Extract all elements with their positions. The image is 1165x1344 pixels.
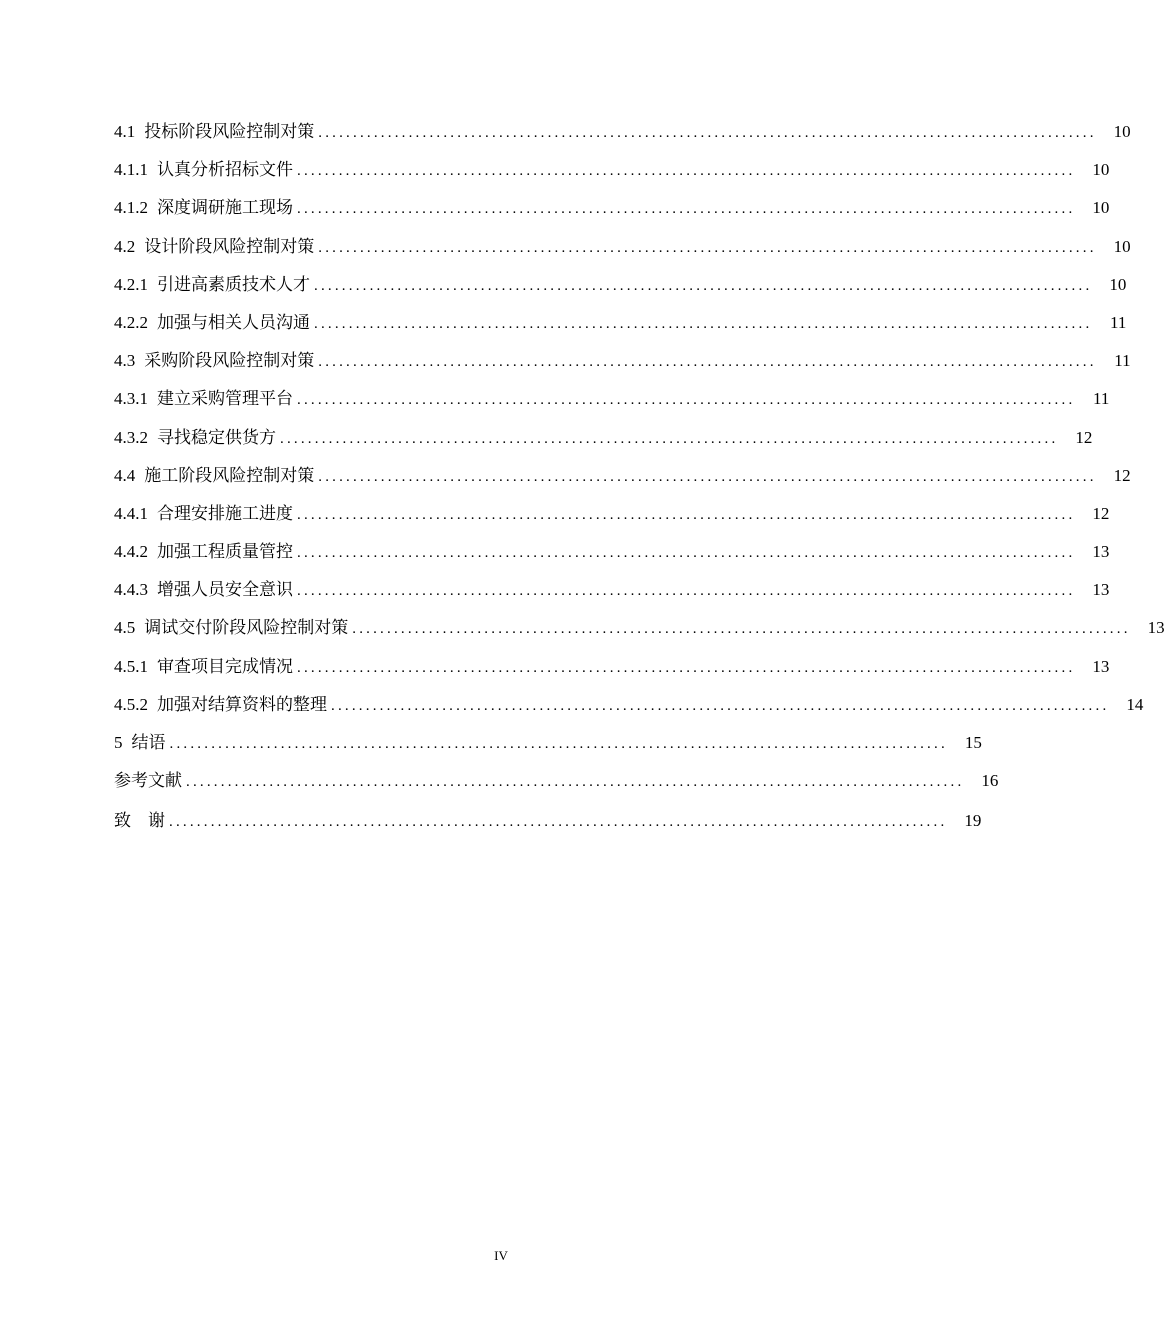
toc-entry-page: 13 bbox=[1147, 618, 1165, 638]
toc-entry-title: 投标阶段风险控制对策 bbox=[144, 122, 315, 141]
toc-entry-number: 4.2.2 bbox=[114, 312, 148, 332]
toc-entry-title: 加强对结算资料的整理 bbox=[157, 694, 327, 714]
toc-entry-title: 深度调研施工现场 bbox=[157, 198, 293, 218]
toc-entry-number: 5 bbox=[114, 733, 123, 752]
toc-leader-dots: ................................................................................................................ bbox=[318, 239, 1097, 256]
toc-entry-4-2[interactable] bbox=[114, 232, 1131, 270]
toc-entry-page: 12 bbox=[1113, 465, 1131, 485]
toc-entry-title: 增强人员安全意识 bbox=[157, 580, 293, 600]
toc-entry-4-4-1[interactable] bbox=[114, 499, 1110, 537]
toc-entry-page: 11 bbox=[1114, 351, 1131, 371]
toc-entry-title: 审查项目完成情况 bbox=[157, 656, 293, 676]
toc-entry-title: 调试交付阶段风险控制对策 bbox=[144, 618, 349, 638]
toc-entry-4-4-3[interactable] bbox=[114, 575, 1110, 613]
toc-entry-title: 建立采购管理平台 bbox=[157, 389, 293, 409]
toc-entry-number: 4.1 bbox=[114, 122, 136, 141]
toc-leader-dots: ................................................................................................................ bbox=[331, 697, 1110, 714]
toc-entry-title: 引进高素质技术人才 bbox=[157, 274, 310, 294]
toc-entry-page: 13 bbox=[1092, 656, 1110, 676]
toc-entry-title: 致 谢 bbox=[114, 811, 165, 831]
toc-entry-4-1-2[interactable] bbox=[114, 193, 1110, 231]
toc-entry-title: 设计阶段风险控制对策 bbox=[144, 236, 315, 256]
toc-entry-4-4-2[interactable] bbox=[114, 537, 1110, 575]
toc-entry-page: 10 bbox=[1109, 274, 1127, 294]
toc-entry-page: 10 bbox=[1092, 160, 1110, 180]
toc-entry-number: 4.2 bbox=[114, 236, 136, 256]
toc-leader-dots: ................................................................................................................ bbox=[297, 163, 1076, 180]
toc-leader-dots: ................................................................................................................ bbox=[297, 545, 1076, 562]
toc-entry-number: 4.4.1 bbox=[114, 503, 148, 523]
toc-entry-page: 16 bbox=[981, 771, 999, 791]
toc-entry-page: 10 bbox=[1113, 122, 1131, 141]
toc-entry-number: 4.3.1 bbox=[114, 389, 148, 409]
toc-entry-acknowledgements[interactable] bbox=[114, 806, 982, 846]
toc-leader-dots: ................................................................................................................ bbox=[297, 201, 1076, 218]
toc-entry-number: 4.2.1 bbox=[114, 274, 148, 294]
toc-leader-dots: ................................................................................................................ bbox=[318, 468, 1097, 485]
toc-leader-dots: ................................................................................................................ bbox=[280, 430, 1059, 447]
toc-entry-4-1-1[interactable] bbox=[114, 155, 1110, 193]
toc-entry-title: 加强工程质量管控 bbox=[157, 542, 293, 562]
toc-entry-number: 4.5 bbox=[114, 618, 136, 638]
page-number: IV bbox=[494, 1248, 508, 1263]
toc-entry-page: 13 bbox=[1092, 580, 1110, 600]
toc-leader-dots: ................................................................................................................ bbox=[186, 774, 965, 791]
toc-entry-4-3-2[interactable] bbox=[114, 423, 1093, 461]
toc-entry-page: 12 bbox=[1092, 503, 1110, 523]
toc-leader-dots: ................................................................................................................ bbox=[169, 736, 948, 752]
toc-leader-dots: ................................................................................................................ bbox=[314, 277, 1093, 294]
toc-entry-4-5-1[interactable] bbox=[114, 652, 1110, 690]
toc-entry-title: 寻找稳定供货方 bbox=[157, 427, 276, 447]
toc-entry-number: 4.3.2 bbox=[114, 427, 148, 447]
toc-leader-dots: ................................................................................................................ bbox=[297, 659, 1076, 676]
toc-entry-page: 15 bbox=[964, 733, 982, 752]
toc-entry-title: 认真分析招标文件 bbox=[157, 160, 293, 180]
toc-entry-title: 施工阶段风险控制对策 bbox=[144, 465, 315, 485]
toc-entry-number: 4.4.3 bbox=[114, 580, 148, 600]
toc-entry-number: 4.1.2 bbox=[114, 198, 148, 218]
toc-entry-title: 合理安排施工进度 bbox=[157, 503, 293, 523]
toc-entry-page: 12 bbox=[1075, 427, 1093, 447]
toc-leader-dots: ................................................................................................................ bbox=[297, 506, 1076, 523]
toc-entry-title: 参考文献 bbox=[114, 771, 182, 791]
toc-entry-4-4[interactable] bbox=[114, 461, 1131, 499]
toc-leader-dots: ................................................................................................................ bbox=[297, 392, 1076, 409]
toc-entry-page: 11 bbox=[1110, 312, 1127, 332]
toc-entry-number: 4.4.2 bbox=[114, 542, 148, 562]
toc-entry-4-3-1[interactable] bbox=[114, 384, 1110, 422]
toc-entry-page: 11 bbox=[1093, 389, 1110, 409]
toc-entry-page: 10 bbox=[1092, 198, 1110, 218]
toc-entry-4-2-1[interactable] bbox=[114, 270, 1127, 308]
toc-entry-references[interactable] bbox=[114, 766, 999, 804]
table-of-contents bbox=[114, 117, 1165, 846]
toc-entry-number: 4.4 bbox=[114, 465, 136, 485]
toc-entry-4-5[interactable] bbox=[114, 613, 1165, 651]
toc-entry-page: 10 bbox=[1113, 236, 1131, 256]
toc-entry-4-1[interactable] bbox=[114, 117, 1131, 155]
toc-entry-page: 14 bbox=[1126, 694, 1144, 714]
toc-leader-dots: ................................................................................................................ bbox=[318, 125, 1097, 141]
toc-entry-number: 4.5.1 bbox=[114, 656, 148, 676]
toc-entry-page: 19 bbox=[964, 811, 982, 831]
toc-entry-title: 加强与相关人员沟通 bbox=[157, 312, 310, 332]
toc-leader-dots: ................................................................................................................ bbox=[297, 583, 1076, 600]
toc-entry-number: 4.3 bbox=[114, 351, 136, 371]
toc-entry-number: 4.1.1 bbox=[114, 160, 148, 180]
toc-entry-number: 4.5.2 bbox=[114, 694, 148, 714]
toc-entry-title: 结语 bbox=[131, 733, 166, 752]
toc-entry-page: 13 bbox=[1092, 542, 1110, 562]
toc-leader-dots: ................................................................................................................ bbox=[314, 315, 1093, 332]
toc-entry-5[interactable] bbox=[114, 728, 982, 766]
toc-entry-4-2-2[interactable] bbox=[114, 308, 1127, 346]
toc-leader-dots: ................................................................................................................ bbox=[318, 354, 1097, 371]
toc-leader-dots: ................................................................................................................ bbox=[169, 814, 948, 831]
toc-entry-title: 采购阶段风险控制对策 bbox=[144, 351, 315, 371]
toc-entry-4-5-2[interactable] bbox=[114, 690, 1144, 728]
toc-entry-4-3[interactable] bbox=[114, 346, 1131, 384]
toc-leader-dots: ................................................................................................................ bbox=[352, 621, 1131, 638]
